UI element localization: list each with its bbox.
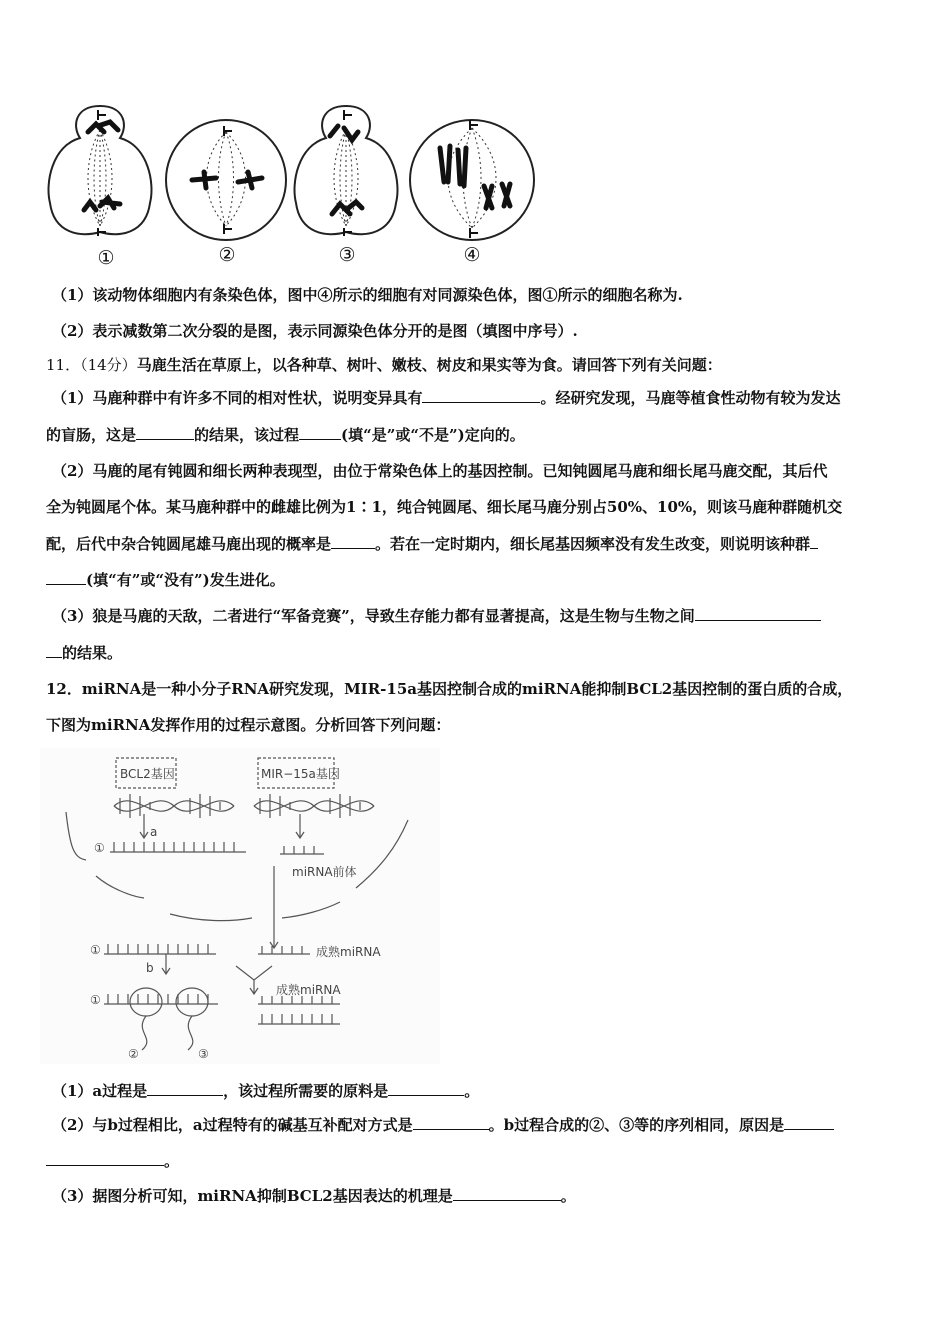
q12-part3: [52, 1185, 912, 1207]
q11-part1-line1: [52, 387, 912, 409]
strand-num-2: ①: [90, 943, 101, 957]
answer-blank[interactable]: [331, 533, 375, 549]
cell-label-3: ③: [338, 244, 356, 266]
q12-part2-text-a: （2）与b过程相比，a过程特有的碱基互补配对方式是: [52, 1116, 413, 1134]
process-b-label: b: [146, 961, 154, 975]
answer-blank[interactable]: [422, 387, 540, 403]
q12-part1-text-b: ，该过程所需要的原料是: [223, 1082, 389, 1100]
answer-blank[interactable]: [453, 1185, 561, 1201]
mature-mirna-label-1: 成熟miRNA: [316, 945, 381, 959]
q11-part1-text-e: (填“是”或“不是”)定向的。: [341, 426, 525, 444]
q12-part2-text-c: 。: [164, 1152, 180, 1170]
q11-part2-line2: 全为钝圆尾个体。某马鹿种群中的雌雄比例为1∶1，纯合钝圆尾、细长尾马鹿分别占50%、10%，则该马鹿种群随机交: [46, 498, 843, 516]
q10-part1: （1）该动物体细胞内有条染色体，图中④所示的细胞有对同源染色体，图①所示的细胞名称为.: [52, 286, 683, 304]
q11-part1-text-c: 的盲肠，这是: [46, 426, 137, 444]
q11-part1-text-d: 的结果，该过程: [194, 426, 300, 444]
q11-part2-text-e: (填“有”或“没有”)发生进化。: [86, 571, 285, 589]
q11-part3-line2: [46, 642, 906, 664]
answer-blank[interactable]: [388, 1080, 464, 1096]
answer-blank[interactable]: [299, 424, 341, 440]
q11-part2-line4: [46, 569, 906, 591]
q11-stem: 马鹿生活在草原上，以各种草、树叶、嫩枝、树皮和果实等为食。请回答下列有关问题：: [136, 356, 722, 374]
q12-heading-line2: 下图为miRNA发挥作用的过程示意图。分析回答下列问题：: [46, 716, 451, 734]
strand-num-3: ①: [90, 993, 101, 1007]
q11-part3-line1: [52, 605, 912, 627]
precursor-label: miRNA前体: [292, 865, 357, 879]
cell-label-1: ①: [97, 247, 115, 268]
q11-part3-text-b: 的结果。: [62, 644, 123, 662]
answer-blank[interactable]: [784, 1114, 834, 1130]
gene-bcl2-label: BCL2基因: [120, 767, 175, 781]
q12-part1: [52, 1080, 912, 1102]
q11-part1-text-a: （1）马鹿种群中有许多不同的相对性状，说明变异具有: [52, 389, 423, 407]
q11-score: （14分）: [80, 356, 137, 374]
q11-part2-line1: （2）马鹿的尾有钝圆和细长两种表现型，由位于常染色体上的基因控制。已知钝圆尾马鹿和细长尾马鹿交配，其后代: [52, 462, 828, 480]
q11-part3-text-a: （3）狼是马鹿的天敌，二者进行“军备竞赛”，导致生存能力都有显著提高，这是生物与生物之间: [52, 607, 695, 625]
mirna-process-diagram: [40, 748, 440, 1064]
answer-blank[interactable]: [147, 1080, 223, 1096]
gene-mir15a-label: MIR−15a基因: [261, 767, 340, 781]
cell-4-outline: [410, 120, 534, 240]
q11-number: 11．: [46, 356, 81, 374]
answer-blank[interactable]: [695, 605, 821, 621]
q12-part2-line2: [46, 1150, 906, 1172]
peptide-num-3: ③: [198, 1047, 209, 1061]
cell-2-outline: [166, 120, 286, 240]
peptide-num-2: ②: [128, 1047, 139, 1061]
q11-part1-line2: [46, 424, 906, 446]
answer-blank[interactable]: [810, 533, 818, 549]
process-a-label: a: [150, 825, 158, 839]
mature-mirna-label-2: 成熟miRNA: [276, 983, 341, 997]
cell-label-4: ④: [463, 244, 481, 266]
cell-label-2: ②: [218, 244, 236, 266]
q11-heading: [46, 354, 906, 376]
q12-part2-text-b: 。b过程合成的②、③等的序列相同，原因是: [488, 1116, 785, 1134]
answer-blank[interactable]: [136, 424, 194, 440]
q12-part3-text-b: 。: [560, 1187, 576, 1205]
answer-blank[interactable]: [46, 642, 62, 658]
q12-part2-line1: [52, 1114, 912, 1136]
answer-blank[interactable]: [46, 1150, 164, 1166]
answer-blank[interactable]: [413, 1114, 489, 1130]
q11-part1-text-b: 。经研究发现，马鹿等植食性动物有较为发达: [540, 389, 841, 407]
q10-part2: （2）表示减数第二次分裂的是图，表示同源染色体分开的是图（填图中序号）.: [52, 322, 578, 340]
q11-part2-text-d: 。若在一定时期内，细长尾基因频率没有发生改变，则说明该种群: [375, 535, 811, 553]
answer-blank[interactable]: [46, 569, 86, 585]
strand-num-1: ①: [94, 841, 105, 855]
q12-heading-line1: 12．miRNA是一种小分子RNA研究发现，MIR-15a基因控制合成的miRNA能抑制BCL2基因控制的蛋白质的合成，: [46, 680, 853, 698]
cell-division-figure: [40, 98, 560, 268]
q11-part2-text-c: 配，后代中杂合钝圆尾雄马鹿出现的概率是: [46, 535, 332, 553]
q11-part2-line3: [46, 533, 906, 555]
q12-part3-text-a: （3）据图分析可知，miRNA抑制BCL2基因表达的机理是: [52, 1187, 453, 1205]
q12-part1-text-a: （1）a过程是: [52, 1082, 148, 1100]
q12-part1-text-c: 。: [464, 1082, 480, 1100]
